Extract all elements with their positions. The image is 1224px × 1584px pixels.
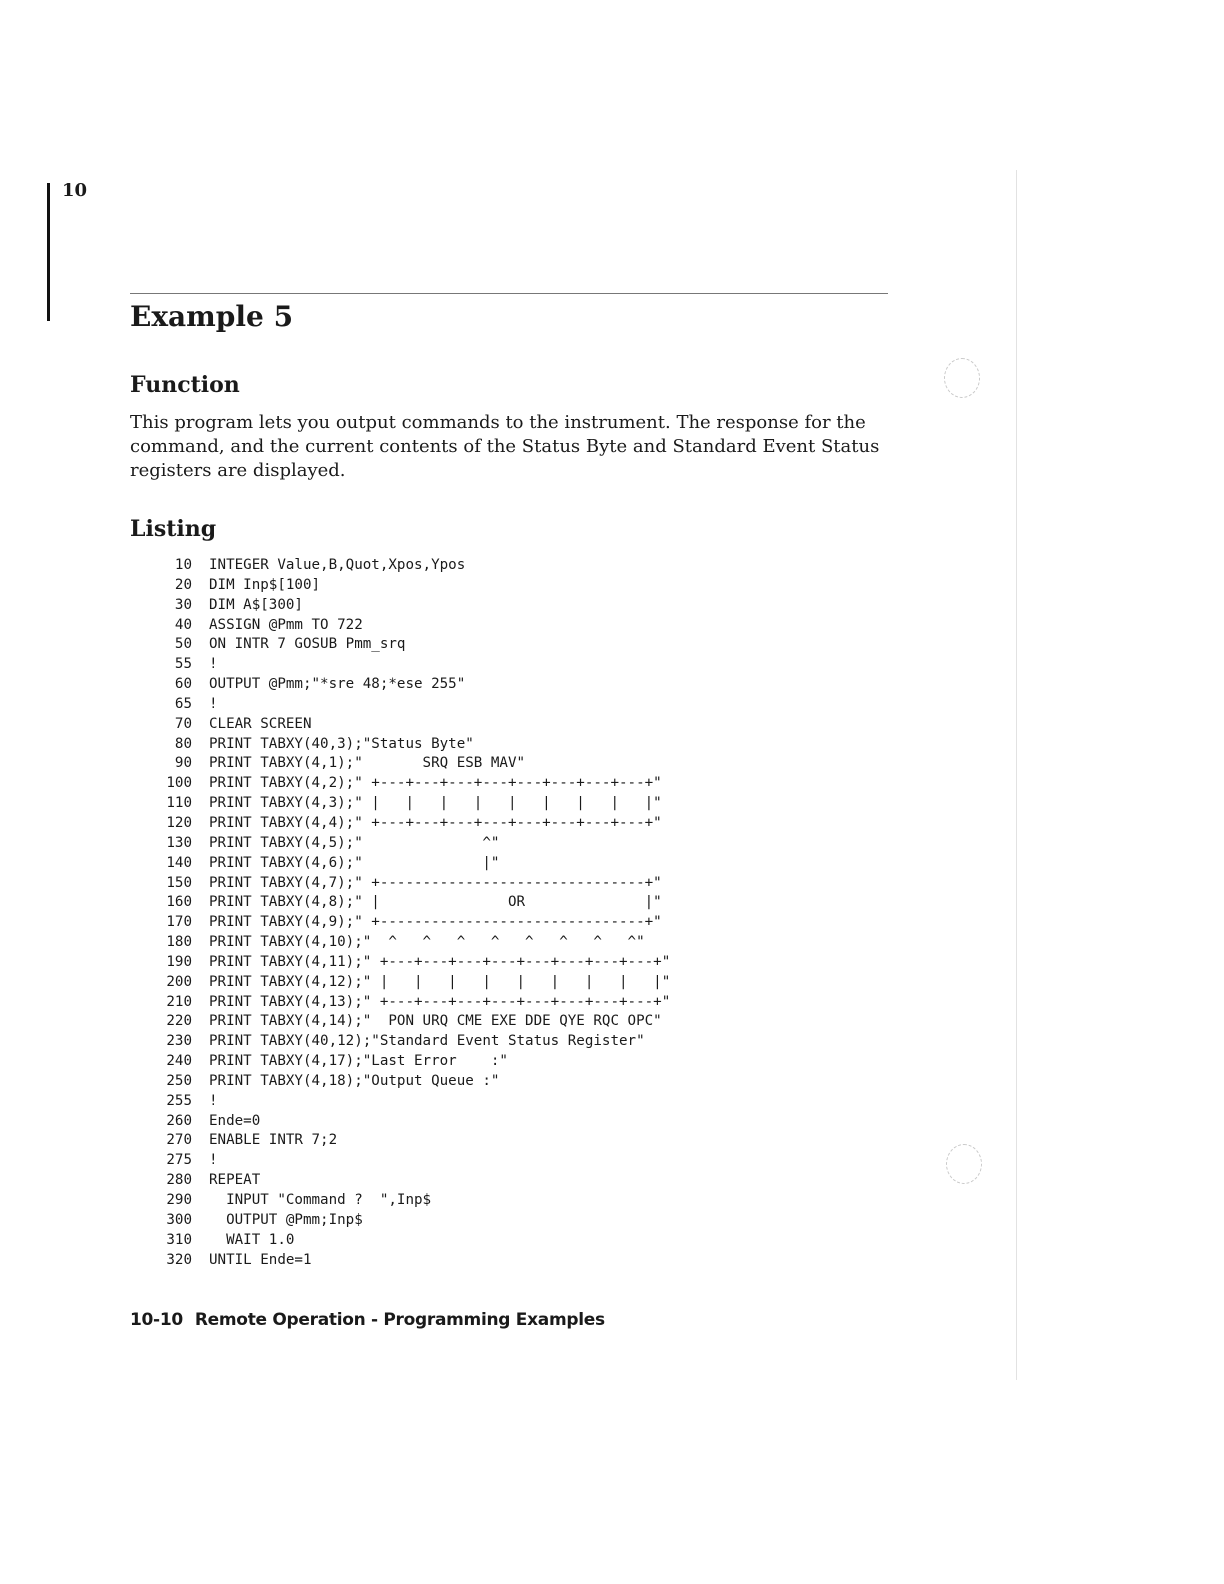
code-line	[160, 854, 670, 874]
line-number: 55	[174, 656, 192, 673]
code-line	[160, 1131, 670, 1151]
footer-title: Remote Operation - Programming Examples	[194, 1310, 605, 1330]
code-line	[160, 814, 670, 834]
line-number: 230	[166, 1033, 192, 1050]
code-text: !	[209, 1152, 218, 1169]
page-edge-rule	[1016, 170, 1017, 1380]
code-text: PRINT TABXY(4,5);" ^"	[209, 834, 500, 851]
code-line	[160, 1092, 670, 1112]
line-number: 40	[174, 616, 192, 633]
line-number: 320	[166, 1251, 192, 1268]
code-line	[160, 1171, 670, 1191]
code-line	[160, 794, 670, 814]
code-line	[160, 675, 670, 695]
code-text: !	[209, 656, 218, 673]
code-line	[160, 596, 670, 616]
line-number: 10	[174, 557, 192, 573]
code-line	[160, 913, 670, 933]
page-title: Example 5	[130, 300, 294, 333]
code-text: OUTPUT @Pmm;Inp$	[209, 1211, 363, 1228]
code-line	[160, 1012, 670, 1032]
line-number: 310	[166, 1231, 192, 1248]
footer-page-number: 10-10	[130, 1310, 183, 1330]
code-line	[160, 953, 670, 973]
code-line	[160, 1251, 670, 1271]
line-number: 150	[166, 874, 192, 891]
code-text: REPEAT	[209, 1172, 261, 1189]
code-text: PRINT TABXY(4,8);" | OR |"	[209, 894, 662, 911]
code-line	[160, 1072, 670, 1092]
binder-hole-bottom	[946, 1144, 982, 1184]
code-line	[160, 576, 670, 596]
code-line	[160, 993, 670, 1013]
line-number: 260	[166, 1112, 192, 1129]
line-number: 120	[166, 814, 192, 831]
code-line	[160, 616, 670, 636]
code-text: PRINT TABXY(4,1);" SRQ ESB MAV"	[209, 755, 526, 772]
code-text: OUTPUT @Pmm;"*sre 48;*ese 255"	[209, 676, 466, 693]
code-text: PRINT TABXY(4,7);" +-------------------------------+"	[209, 874, 662, 891]
line-number: 280	[166, 1172, 192, 1189]
code-text: UNTIL Ende=1	[209, 1251, 312, 1268]
line-number: 270	[166, 1132, 192, 1149]
code-text: DIM A$[300]	[209, 596, 303, 613]
line-number: 250	[166, 1072, 192, 1089]
code-text: INPUT "Command ? ",Inp$	[209, 1192, 432, 1208]
code-text: ASSIGN @Pmm TO 722	[209, 616, 363, 633]
line-number: 110	[166, 795, 192, 812]
code-text: ENABLE INTR 7;2	[209, 1132, 338, 1149]
code-line	[160, 774, 670, 794]
function-description: This program lets you output commands to the instrument. The response for the command, and the current contents of the Status Byte and Standard Event Status registers are displayed.	[130, 412, 880, 481]
code-text: PRINT TABXY(4,14);" PON URQ CME EXE DDE QYE RQC OPC"	[209, 1013, 662, 1030]
code-line	[160, 556, 670, 576]
code-text: PRINT TABXY(40,3);"Status Byte"	[209, 735, 474, 752]
code-text: ON INTR 7 GOSUB Pmm_srq	[209, 636, 406, 653]
code-line	[160, 1231, 670, 1251]
line-number: 80	[174, 735, 192, 752]
line-number: 20	[174, 576, 192, 593]
code-line	[160, 1211, 670, 1231]
line-number: 100	[166, 775, 192, 792]
code-text: INTEGER Value,B,Quot,Xpos,Ypos	[209, 557, 466, 573]
code-line	[160, 635, 670, 655]
code-line	[160, 973, 670, 993]
code-line	[160, 715, 670, 735]
code-line	[160, 874, 670, 894]
code-text: PRINT TABXY(4,6);" |"	[209, 854, 500, 871]
code-text: PRINT TABXY(4,4);" +---+---+---+---+---+---+---+---+"	[209, 814, 662, 831]
code-text: PRINT TABXY(4,12);" | | | | | | | | |"	[209, 973, 671, 990]
function-heading: Function	[130, 372, 240, 398]
code-line	[160, 1032, 670, 1052]
line-number: 30	[174, 596, 192, 613]
code-text: CLEAR SCREEN	[209, 715, 312, 732]
line-number: 65	[174, 695, 192, 712]
binder-hole-top	[944, 358, 980, 398]
line-number: 220	[166, 1013, 192, 1030]
line-number: 140	[166, 854, 192, 871]
code-line	[160, 1151, 670, 1171]
line-number: 275	[166, 1152, 192, 1169]
line-number: 90	[174, 755, 192, 772]
line-number: 50	[174, 636, 192, 653]
code-text: PRINT TABXY(4,13);" +---+---+---+---+---+---+---+---+"	[209, 993, 671, 1010]
line-number: 170	[166, 914, 192, 931]
title-rule	[130, 293, 888, 294]
page-footer	[130, 1310, 605, 1330]
code-line	[160, 655, 670, 675]
code-text: Ende=0	[209, 1112, 261, 1129]
code-text: PRINT TABXY(4,17);"Last Error :"	[209, 1053, 508, 1070]
code-text: PRINT TABXY(4,2);" +---+---+---+---+---+---+---+---+"	[209, 775, 662, 792]
line-number: 200	[166, 973, 192, 990]
line-number: 180	[166, 934, 192, 951]
code-line	[160, 834, 670, 854]
listing-heading: Listing	[130, 516, 217, 542]
line-number: 255	[166, 1092, 192, 1109]
line-number: 160	[166, 894, 192, 911]
line-number: 240	[166, 1053, 192, 1070]
chapter-marker-bar	[47, 183, 50, 321]
chapter-number: 10	[62, 180, 88, 201]
code-text: PRINT TABXY(4,10);" ^ ^ ^ ^ ^ ^ ^ ^"	[209, 934, 645, 951]
code-line	[160, 893, 670, 913]
code-text: PRINT TABXY(4,9);" +-------------------------------+"	[209, 914, 662, 931]
line-number: 70	[174, 715, 192, 732]
code-text: PRINT TABXY(4,18);"Output Queue :"	[209, 1072, 500, 1089]
code-text: !	[209, 695, 218, 712]
code-text: WAIT 1.0	[209, 1231, 295, 1248]
code-line	[160, 754, 670, 774]
line-number: 130	[166, 834, 192, 851]
code-line	[160, 1191, 670, 1211]
line-number: 300	[166, 1211, 192, 1228]
code-text: !	[209, 1092, 218, 1109]
line-number: 290	[166, 1192, 192, 1208]
line-number: 60	[174, 676, 192, 693]
code-line	[160, 1112, 670, 1132]
line-number: 210	[166, 993, 192, 1010]
code-text: DIM Inp$[100]	[209, 576, 321, 593]
code-line	[160, 695, 670, 715]
line-number: 190	[166, 953, 192, 970]
code-text: PRINT TABXY(4,3);" | | | | | | | | |"	[209, 795, 662, 812]
code-text: PRINT TABXY(40,12);"Standard Event Status Register"	[209, 1033, 645, 1050]
code-listing	[160, 556, 670, 1270]
code-text: PRINT TABXY(4,11);" +---+---+---+---+---+---+---+---+"	[209, 953, 671, 970]
code-line	[160, 735, 670, 755]
code-line	[160, 1052, 670, 1072]
code-line	[160, 933, 670, 953]
